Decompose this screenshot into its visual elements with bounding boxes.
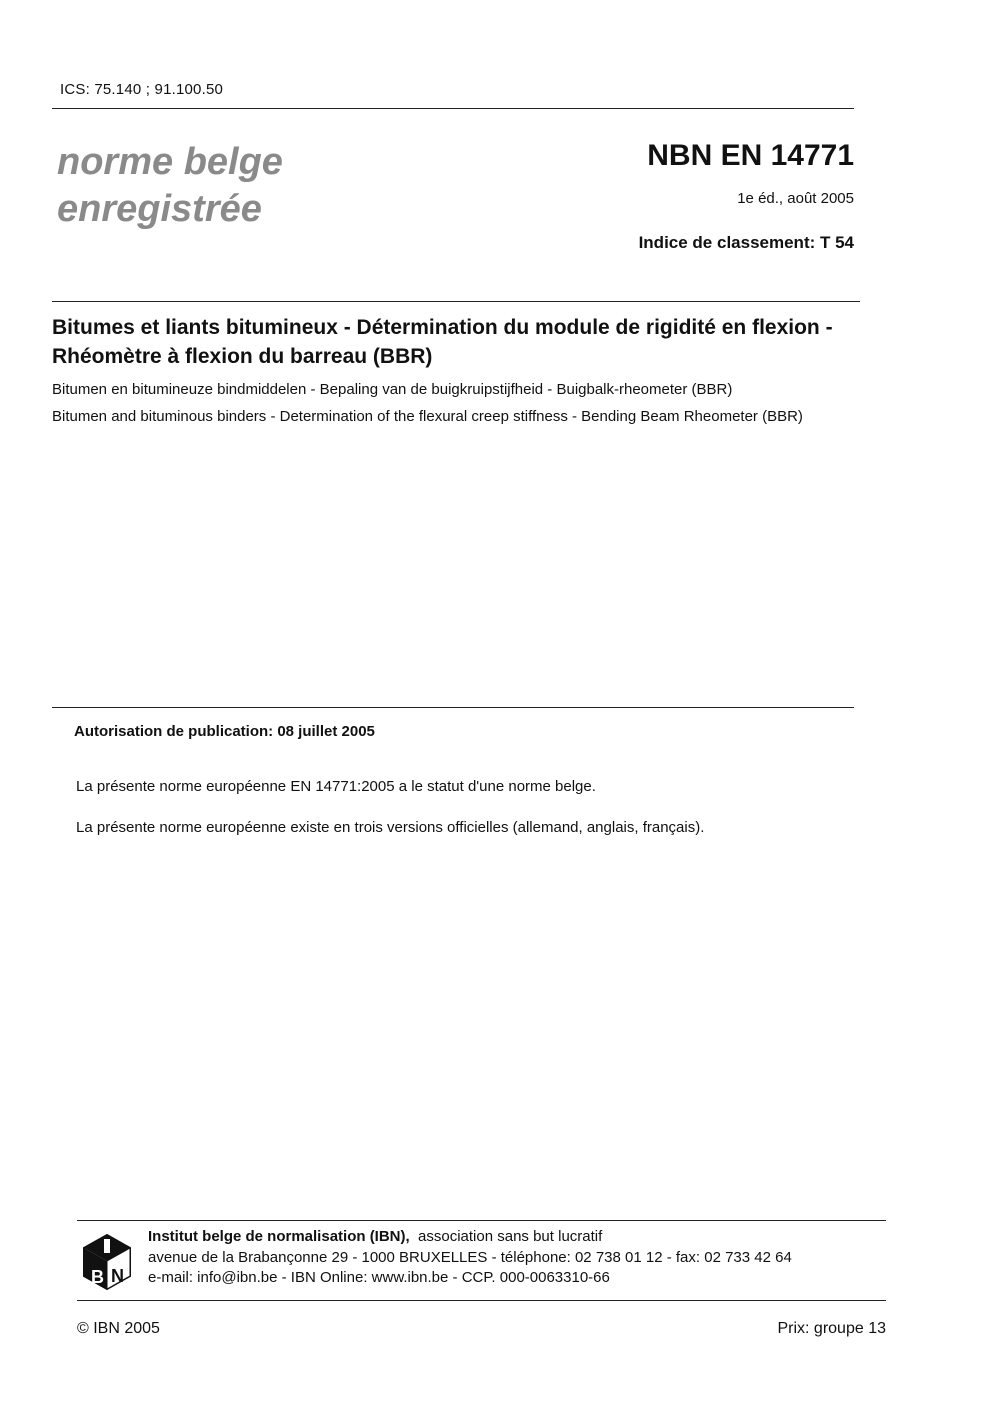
svg-text:B: B — [91, 1267, 104, 1287]
header-divider — [52, 108, 854, 109]
title-english: Bitumen and bituminous binders - Determination of the flexural creep stiffness - Bending Beam Rheometer (BBR) — [52, 408, 803, 425]
ibn-logo-icon — [82, 1233, 132, 1291]
footer-bottom-divider — [77, 1300, 886, 1301]
institute-type: association sans but lucratif — [409, 1228, 603, 1245]
ics-code: ICS: 75.140 ; 91.100.50 — [60, 81, 224, 98]
institute-contact: e-mail: info@ibn.be - IBN Online: www.ibn.be - CCP. 000-0063310-66 — [148, 1269, 610, 1286]
standard-number: NBN EN 14771 — [647, 139, 854, 172]
versions-paragraph: La présente norme européenne existe en trois versions officielles (allemand, anglais, français). — [76, 819, 705, 836]
title-french: Bitumes et liants bitumineux - Détermination du module de rigidité en flexion - Rhéomètre à flexion du barreau (BBR) — [52, 316, 833, 368]
title-divider — [52, 301, 860, 302]
copyright-notice: © IBN 2005 — [77, 1320, 160, 1337]
norme-line-2: enregistrée — [57, 188, 262, 230]
institute-address: avenue de la Brabançonne 29 - 1000 BRUXELLES - téléphone: 02 738 01 12 - fax: 02 733 42 64 — [148, 1249, 792, 1266]
classification-index: Indice de classement: T 54 — [638, 233, 854, 252]
institute-name: Institut belge de normalisation (IBN), — [148, 1228, 410, 1245]
institute-line — [148, 1228, 602, 1245]
footer-top-divider — [77, 1220, 886, 1221]
price-group: Prix: groupe 13 — [777, 1320, 886, 1337]
status-paragraph: La présente norme européenne EN 14771:2005 a le statut d'une norme belge. — [76, 778, 596, 795]
publication-divider — [52, 707, 854, 708]
title-dutch: Bitumen en bitumineuze bindmiddelen - Bepaling van de buigkruipstijfheid - Buigbalk-rheometer (BBR) — [52, 381, 733, 398]
publication-authorisation: Autorisation de publication: 08 juillet 2005 — [74, 723, 375, 740]
norme-line-1: norme belge — [57, 141, 283, 183]
svg-text:N: N — [111, 1266, 124, 1286]
edition-info: 1e éd., août 2005 — [737, 190, 854, 207]
norme-belge-label — [57, 139, 283, 233]
